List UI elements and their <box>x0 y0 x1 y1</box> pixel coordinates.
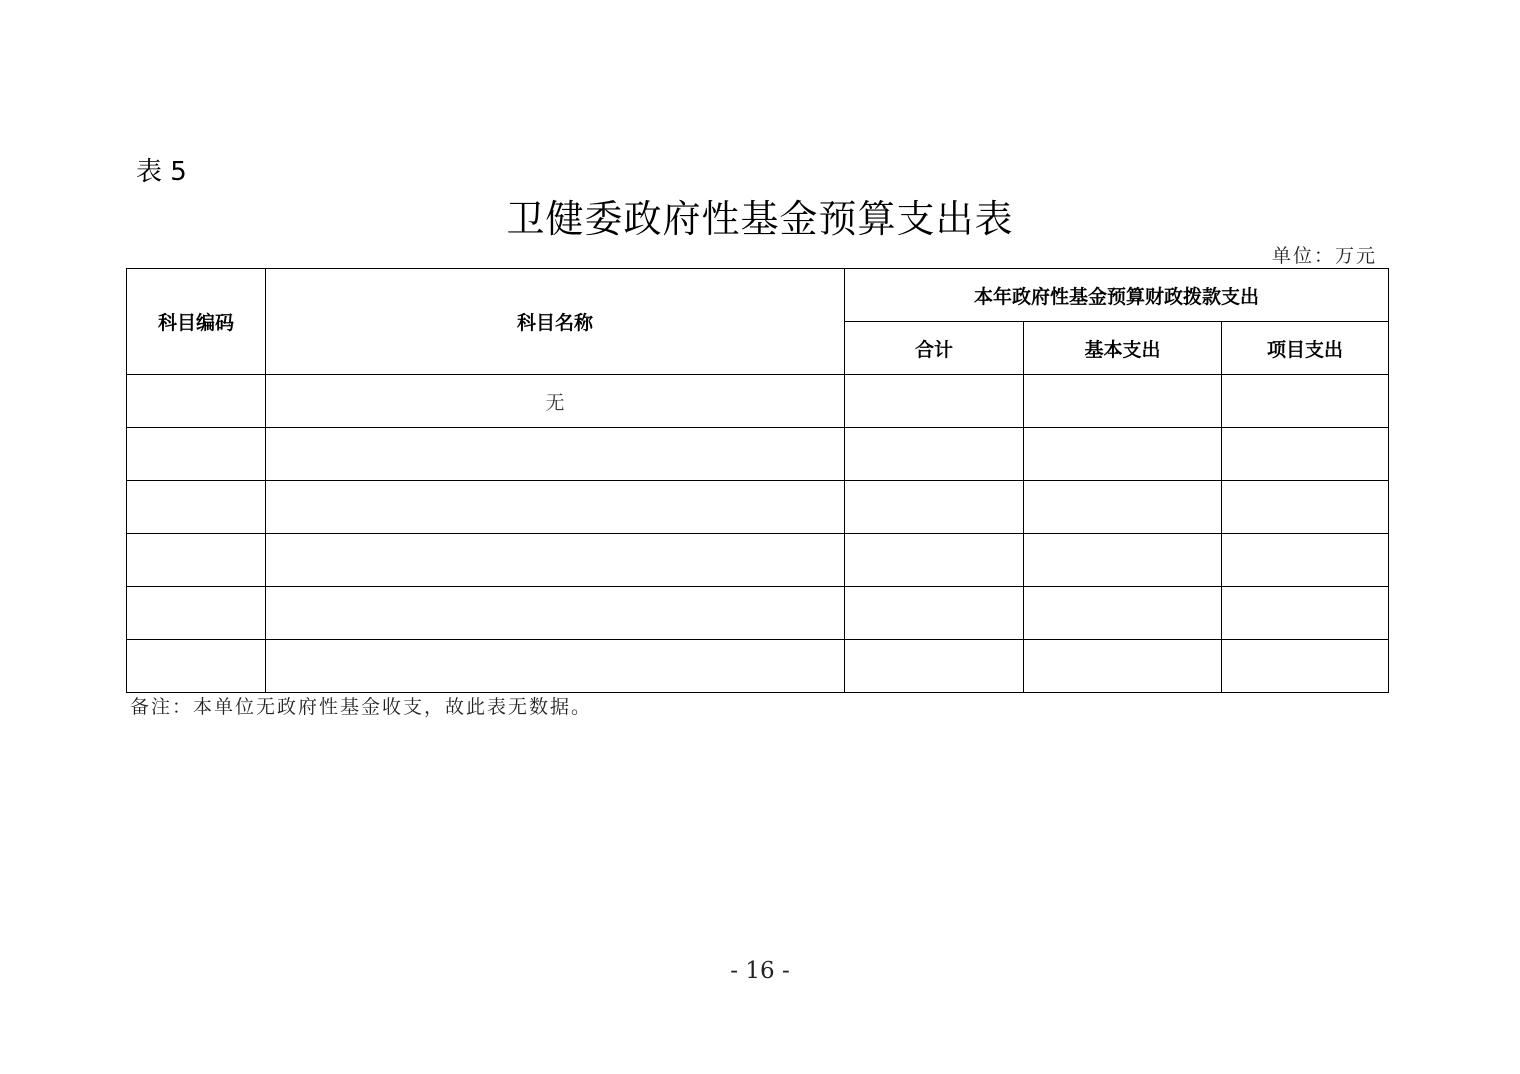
cell-total <box>845 375 1024 428</box>
cell-basic <box>1024 428 1222 481</box>
cell-basic <box>1024 534 1222 587</box>
cell-project <box>1222 587 1389 640</box>
header-subject-name: 科目名称 <box>266 269 845 375</box>
cell-project <box>1222 375 1389 428</box>
cell-basic <box>1024 640 1222 693</box>
unit-label: 单位：万元 <box>1271 245 1377 267</box>
cell-code <box>127 640 266 693</box>
table-row <box>127 375 1389 428</box>
cell-code <box>127 375 266 428</box>
cell-basic <box>1024 587 1222 640</box>
cell-name <box>266 587 845 640</box>
cell-project <box>1222 428 1389 481</box>
cell-code <box>127 428 266 481</box>
header-basic-expenditure: 基本支出 <box>1024 322 1222 375</box>
cell-total <box>845 534 1024 587</box>
page-number: - 16 - <box>730 958 790 984</box>
cell-total <box>845 640 1024 693</box>
cell-code <box>127 481 266 534</box>
cell-project <box>1222 534 1389 587</box>
cell-total <box>845 481 1024 534</box>
cell-basic <box>1024 481 1222 534</box>
table-row <box>127 640 1389 693</box>
header-fund-appropriation-group: 本年政府性基金预算财政拨款支出 <box>845 269 1389 322</box>
cell-total <box>845 428 1024 481</box>
table-row <box>127 587 1389 640</box>
table-number-label: 表 5 <box>136 157 187 187</box>
cell-name: 无 <box>266 375 845 428</box>
header-total: 合计 <box>845 322 1024 375</box>
table-row <box>127 534 1389 587</box>
cell-code <box>127 587 266 640</box>
cell-name <box>266 481 845 534</box>
footnote: 备注：本单位无政府性基金收支，故此表无数据。 <box>130 696 593 718</box>
cell-project <box>1222 640 1389 693</box>
table-row <box>127 481 1389 534</box>
cell-basic <box>1024 375 1222 428</box>
cell-name <box>266 640 845 693</box>
cell-code <box>127 534 266 587</box>
cell-project <box>1222 481 1389 534</box>
document-title: 卫健委政府性基金预算支出表 <box>506 197 1014 241</box>
cell-name <box>266 534 845 587</box>
cell-total <box>845 587 1024 640</box>
cell-name <box>266 428 845 481</box>
budget-expenditure-table <box>126 268 1389 693</box>
header-project-expenditure: 项目支出 <box>1222 322 1389 375</box>
table-row <box>127 428 1389 481</box>
header-subject-code: 科目编码 <box>127 269 266 375</box>
